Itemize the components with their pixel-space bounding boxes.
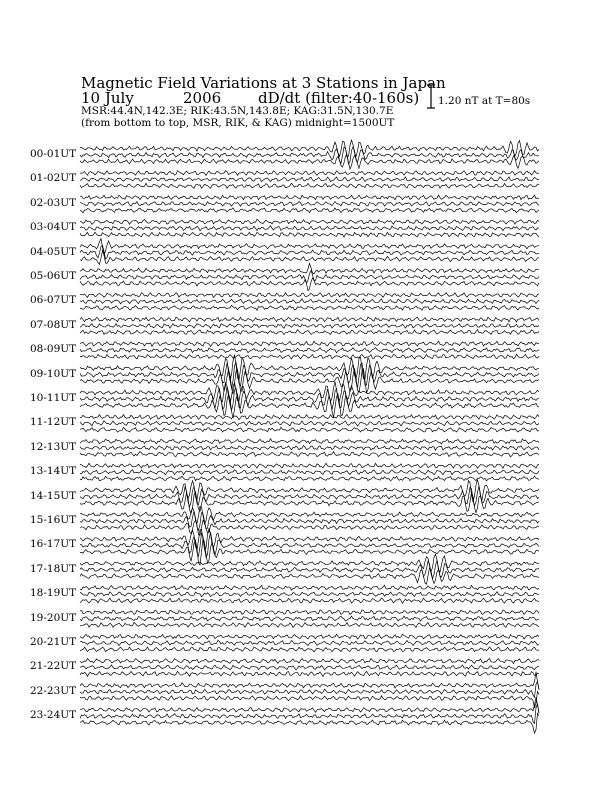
trace-kag xyxy=(80,140,539,157)
trace-rik xyxy=(80,271,539,283)
trace-kag xyxy=(80,317,539,322)
trace-msr xyxy=(80,278,539,291)
trace-rik xyxy=(80,177,539,182)
filter-label: dD/dt (filter:40-160s) xyxy=(258,89,420,107)
row-label: 17-18UT xyxy=(30,562,77,575)
trace-msr xyxy=(80,538,539,564)
trace-rik xyxy=(80,640,539,645)
row-label: 09-10UT xyxy=(30,367,77,380)
row-label: 19-20UT xyxy=(30,611,77,624)
trace-rik xyxy=(80,324,539,329)
row-label: 22-23UT xyxy=(30,684,77,697)
trace-msr xyxy=(80,427,539,432)
trace-kag xyxy=(80,463,539,468)
row-label: 14-15UT xyxy=(30,489,77,502)
scale-label: 1.20 nT at T=80s xyxy=(438,95,531,107)
trace-msr xyxy=(80,647,539,652)
trace-msr xyxy=(80,251,539,265)
trace-rik xyxy=(80,470,539,475)
trace-rik xyxy=(80,665,539,670)
trace-msr xyxy=(80,520,539,535)
trace-group xyxy=(80,140,539,733)
trace-kag xyxy=(80,171,539,176)
row-label: 13-14UT xyxy=(30,465,77,478)
date-day: 10 July xyxy=(81,89,134,107)
row-label: 16-17UT xyxy=(30,538,77,551)
trace-msr xyxy=(80,305,539,310)
trace-kag xyxy=(80,659,539,664)
row-label: 18-19UT xyxy=(30,587,77,600)
row-label: 15-16UT xyxy=(30,514,77,526)
trace-rik xyxy=(80,362,539,388)
row-label: 05-06UT xyxy=(30,270,77,282)
trace-order-note: (from bottom to top, MSR, RIK, & KAG) midnight=1500UT xyxy=(81,117,395,129)
trace-kag xyxy=(80,195,539,200)
trace-msr xyxy=(80,394,539,418)
trace-kag xyxy=(80,697,539,712)
trace-msr xyxy=(80,232,539,237)
row-label: 12-13UT xyxy=(30,440,77,453)
trace-msr xyxy=(80,622,539,627)
trace-msr xyxy=(80,155,539,169)
trace-kag xyxy=(80,341,539,346)
trace-rik xyxy=(80,226,539,231)
row-label: 00-01UT xyxy=(30,148,77,160)
trace-rik xyxy=(80,445,539,450)
trace-msr xyxy=(80,598,539,603)
row-label: 21-22UT xyxy=(30,660,77,673)
row-label: 07-08UT xyxy=(30,318,77,331)
trace-rik xyxy=(80,386,539,410)
chart-title: Magnetic Field Variations at 3 Stations in Japan xyxy=(81,74,446,92)
trace-kag xyxy=(80,610,539,615)
trace-msr xyxy=(80,330,539,335)
trace-rik xyxy=(80,348,539,353)
trace-rik xyxy=(80,299,539,304)
row-label: 11-12UT xyxy=(30,416,77,429)
trace-msr xyxy=(80,354,539,359)
trace-kag xyxy=(80,219,539,224)
trace-rik xyxy=(80,616,539,621)
trace-rik xyxy=(80,421,539,426)
row-label: 04-05UT xyxy=(30,245,77,258)
trace-kag xyxy=(80,414,539,419)
trace-kag xyxy=(80,634,539,639)
trace-kag xyxy=(80,293,539,298)
trace-kag xyxy=(80,585,539,590)
trace-msr xyxy=(80,476,539,481)
trace-rik xyxy=(80,202,539,207)
trace-msr xyxy=(80,671,539,676)
date-year: 2006 xyxy=(183,89,222,107)
trace-msr xyxy=(80,183,539,188)
row-label: 06-07UT xyxy=(30,294,77,307)
row-label: 08-09UT xyxy=(30,343,77,356)
row-label: 02-03UT xyxy=(30,196,77,209)
trace-rik xyxy=(80,592,539,597)
row-label: 01-02UT xyxy=(30,172,77,185)
row-label: 23-24UT xyxy=(30,709,77,722)
row-label: 03-04UT xyxy=(30,221,77,234)
trace-kag xyxy=(80,263,539,273)
trace-msr xyxy=(80,713,539,733)
trace-kag xyxy=(80,439,539,444)
trace-msr xyxy=(80,208,539,213)
trace-msr xyxy=(80,691,539,708)
trace-rik xyxy=(80,511,539,530)
row-label: 10-11UT xyxy=(30,392,77,404)
trace-kag xyxy=(80,355,539,381)
trace-msr xyxy=(80,452,539,457)
row-label: 20-21UT xyxy=(30,636,77,648)
station-coordinates: MSR:44.4N,142.3E; RIK:43.5N,143.8E; KAG:31.5N,130.7E xyxy=(81,105,394,117)
